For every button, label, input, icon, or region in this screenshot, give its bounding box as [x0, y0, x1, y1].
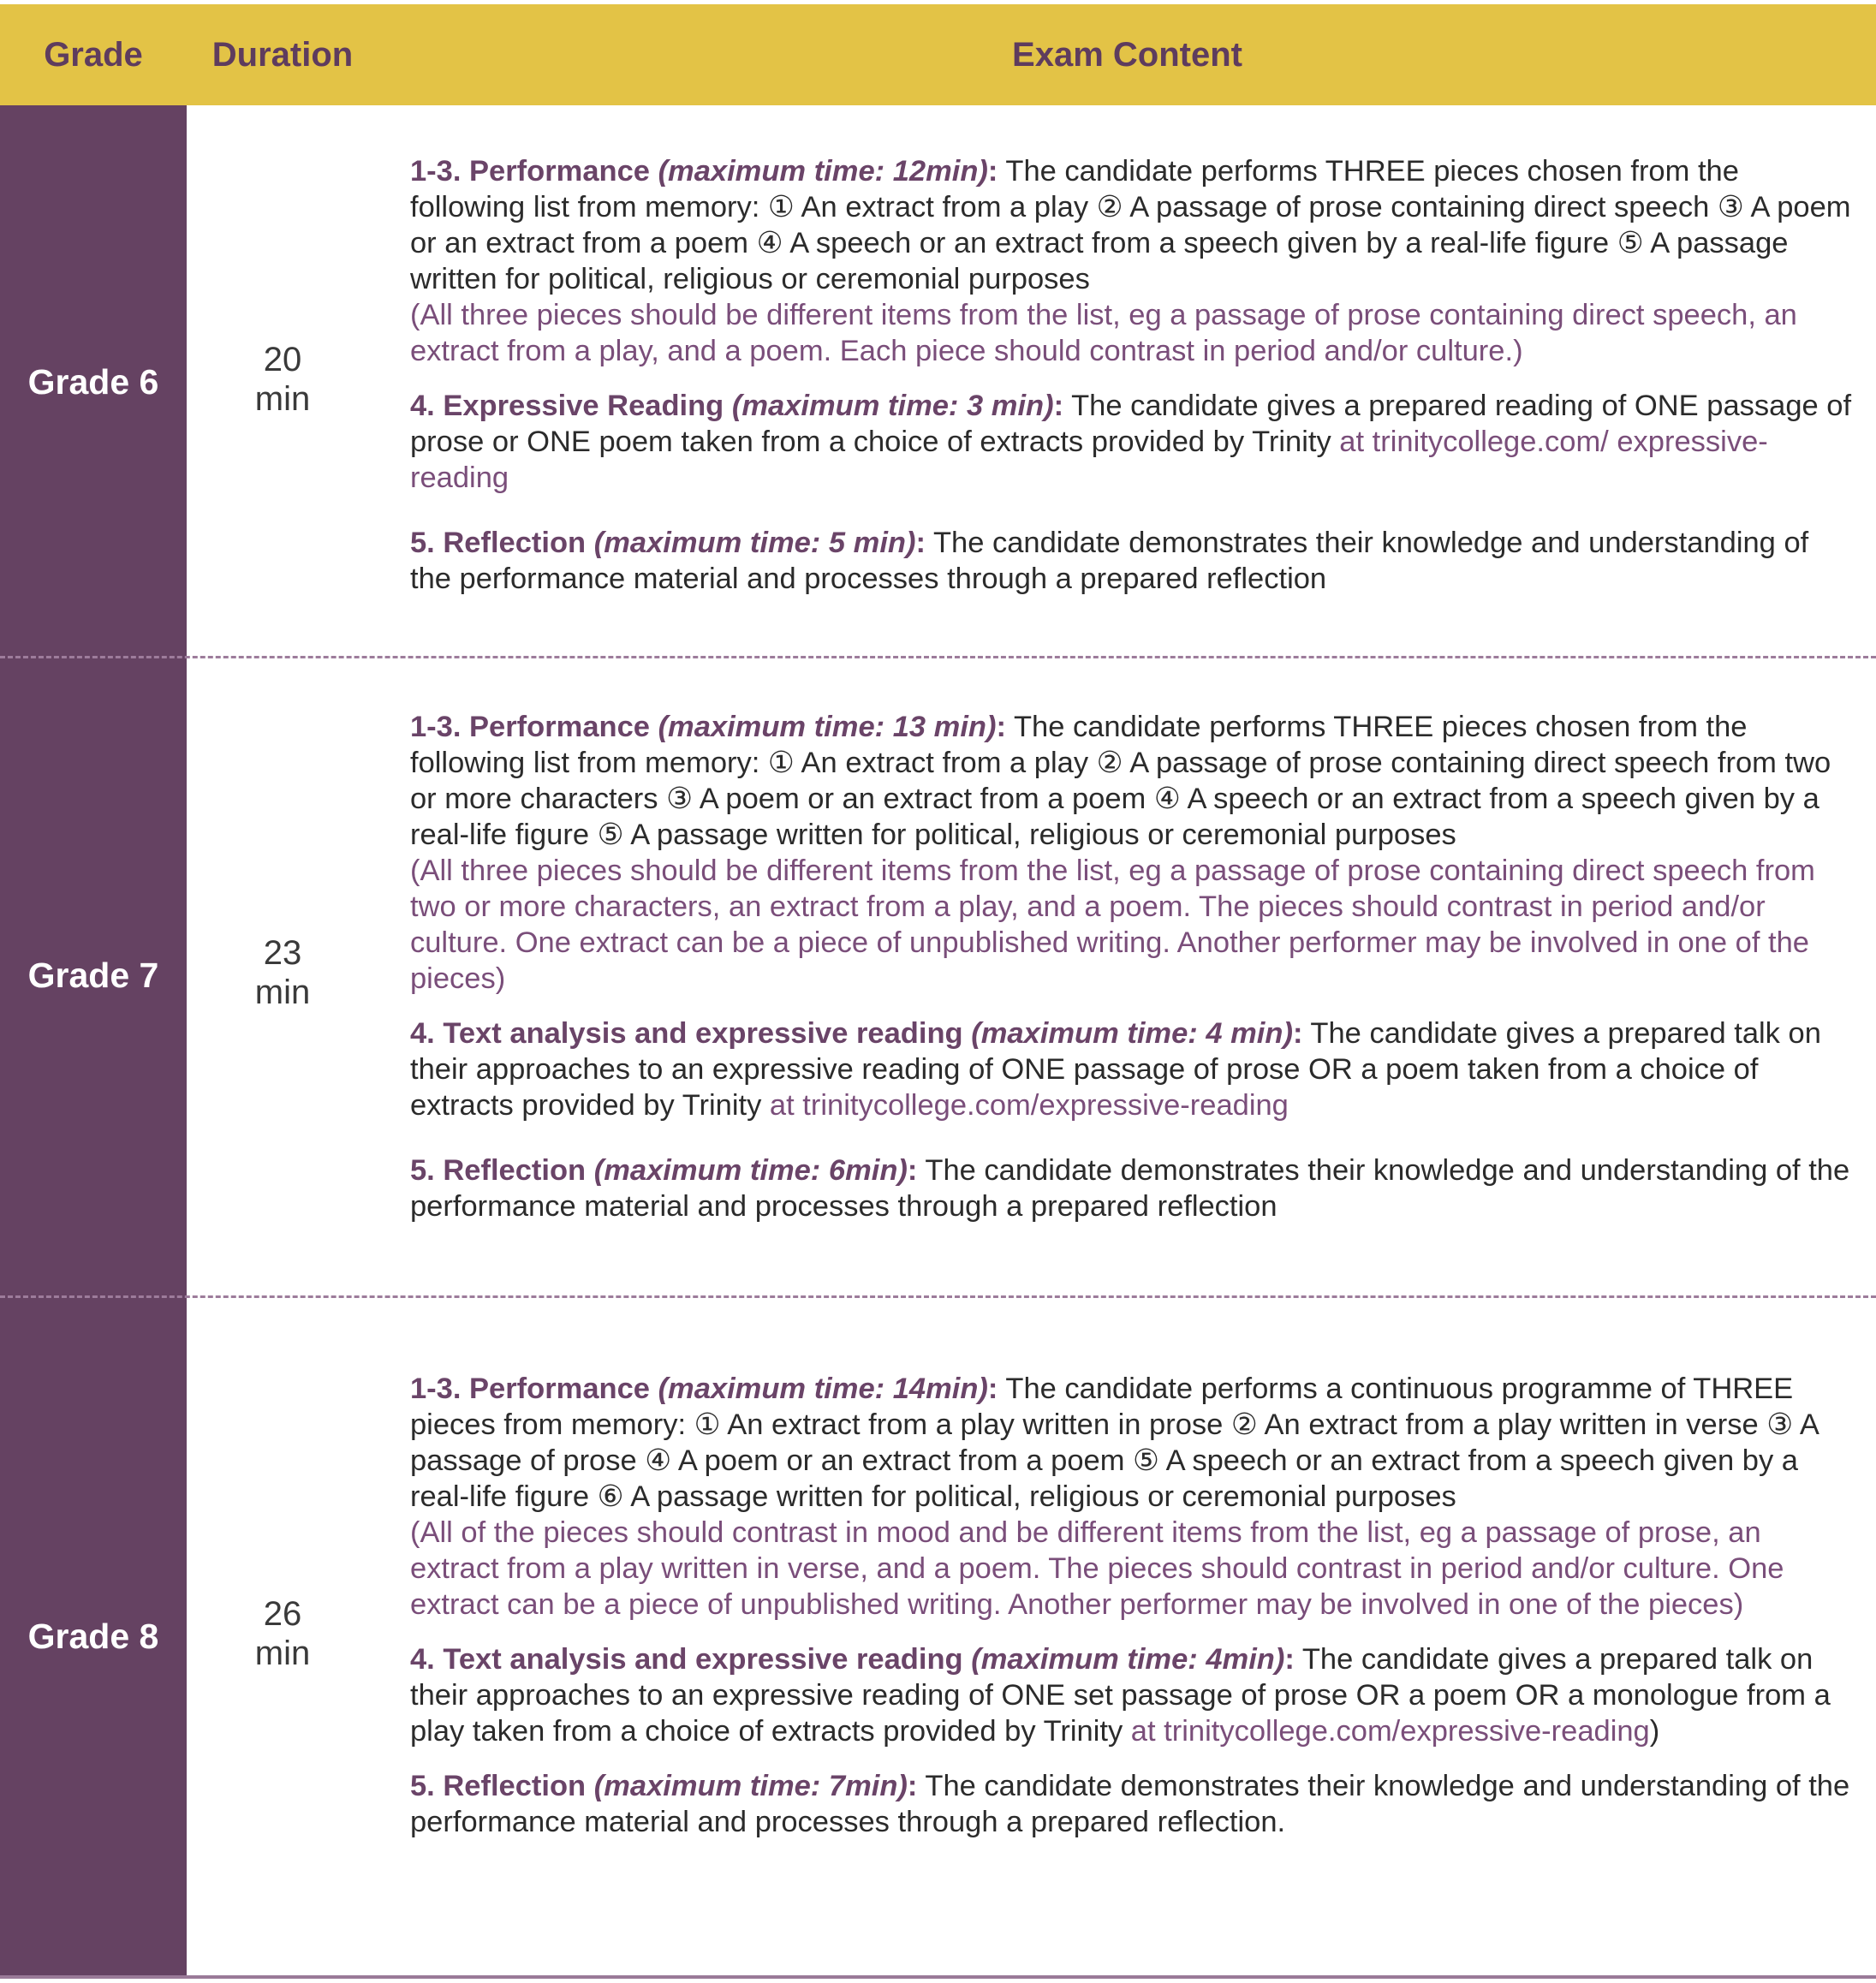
content-item [410, 1015, 1857, 1123]
item-label: 5. Reflection [410, 1154, 587, 1187]
item-time: (maximum time: 13 min) [658, 711, 997, 743]
duration-value: 26 [263, 1595, 302, 1633]
duration-value: 20 [263, 341, 302, 378]
item-colon: : [987, 155, 998, 188]
item-text: The candidate gives a prepared talk on their approaches to an expressive reading of ONE passage of prose OR a poem taken from a choice of extracts provided by Trinity [410, 1017, 1821, 1122]
item-colon: : [907, 1154, 918, 1187]
item-label: 5. Reflection [410, 527, 587, 559]
item-text: The candidate performs THREE pieces chosen from the following list from memory: ① An extract from a play ② A passage of prose containing direct speech from two or more characters ③ A poem or an extract from a poem ④ A speech or an extract from a speech given by a real-life figure ⑤ A passage written for political, religious or ceremonial purposes [410, 711, 1831, 851]
bottom-rule [0, 1975, 1876, 1979]
item-label: 4. Expressive Reading [410, 390, 724, 422]
item-time: (maximum time: 4 min) [971, 1017, 1293, 1050]
item-colon: : [915, 527, 926, 559]
item-colon: : [996, 711, 1006, 743]
item-time: (maximum time: 12min) [658, 155, 988, 188]
grade-label: Grade 8 [27, 1617, 159, 1656]
table-row [0, 658, 1876, 1295]
item-colon: : [1284, 1643, 1295, 1676]
duration-cell [187, 1594, 378, 1673]
item-tail: ) [1649, 1715, 1660, 1748]
content-item [410, 153, 1857, 369]
content-item [410, 709, 1857, 997]
header-exam-content: Exam Content [1012, 36, 1242, 74]
expressive-reading-link[interactable]: at trinitycollege.com/expressive-reading [761, 1089, 1289, 1122]
content-item [410, 388, 1857, 496]
item-text: The candidate performs THREE pieces chosen from the following list from memory: ① An extract from a play ② A passage of prose containing direct speech ③ A poem or an extract from a poem ④ A speech or an extract from a speech given by a real-life figure ⑤ A passage written for political, religious or ceremonial purposes [410, 155, 1851, 295]
table-row [0, 1297, 1876, 1975]
expressive-reading-link[interactable]: at trinitycollege.com/ expressive-reading [410, 426, 1768, 494]
item-text: The candidate demonstrates their knowledge and understanding of the performance material and processes through a prepared reflection [410, 1154, 1850, 1223]
exam-content-cell [410, 1371, 1857, 1840]
item-label: 1-3. Performance [410, 711, 650, 743]
item-time: (maximum time: 3 min) [731, 390, 1054, 422]
duration-value: 23 [263, 934, 302, 972]
item-time: (maximum time: 4min) [971, 1643, 1285, 1676]
item-text: The candidate gives a prepared reading of ONE passage of prose or ONE poem taken from a choice of extracts provided by Trinity [410, 390, 1852, 458]
expressive-reading-link[interactable]: at trinitycollege.com/expressive-reading [1123, 1715, 1650, 1748]
header-grade: Grade [44, 36, 143, 74]
header-duration: Duration [211, 36, 354, 74]
content-item [410, 525, 1857, 597]
item-colon: : [907, 1770, 918, 1802]
table-row [0, 105, 1876, 656]
grade-label: Grade 7 [27, 956, 159, 995]
item-colon: : [1292, 1017, 1303, 1050]
exam-content-cell [410, 153, 1857, 597]
exam-content-cell [410, 709, 1857, 1224]
content-item [410, 1371, 1857, 1623]
item-time: (maximum time: 6min) [593, 1154, 908, 1187]
item-note: (All three pieces should be different items from the list, eg a passage of prose containing direct speech, an extract from a play, and a poem. Each piece should contrast in period and/or culture.) [410, 299, 1797, 367]
content-item [410, 1152, 1857, 1224]
item-colon: : [987, 1373, 998, 1405]
item-text: The candidate demonstrates their knowledge and understanding of the performance material and processes through a prepared reflection. [410, 1770, 1850, 1838]
content-item [410, 1641, 1857, 1749]
grade-label: Grade 6 [27, 362, 159, 402]
table-header [0, 4, 1876, 105]
item-label: 1-3. Performance [410, 155, 650, 188]
item-colon: : [1053, 390, 1064, 422]
content-item [410, 1768, 1857, 1840]
item-time: (maximum time: 14min) [658, 1373, 988, 1405]
item-text: The candidate gives a prepared talk on their approaches to an expressive reading of ONE set passage of prose OR a poem OR a monologue from a play taken from a choice of extracts provided by Trinity [410, 1643, 1831, 1748]
duration-unit: min [254, 974, 311, 1011]
duration-unit: min [254, 380, 311, 418]
duration-cell [187, 340, 378, 419]
item-label: 5. Reflection [410, 1770, 587, 1802]
item-note: (All three pieces should be different items from the list, eg a passage of prose containing direct speech from two or more characters, an extract from a play, and a poem. The pieces should contrast in period and/or culture. One extract can be a piece of unpublished writing. Another performer may be involved in one of the pieces) [410, 855, 1815, 995]
item-label: 4. Text analysis and expressive reading [410, 1643, 963, 1676]
item-note: (All of the pieces should contrast in mood and be different items from the list, eg a passage of prose, an extract from a play written in verse, and a poem. The pieces should contrast in period and/or culture. One extract can be a piece of unpublished writing. Another performer may be involved in one of the pieces) [410, 1516, 1784, 1621]
item-text: The candidate demonstrates their knowledge and understanding of the performance material and processes through a prepared reflection [410, 527, 1809, 595]
item-label: 1-3. Performance [410, 1373, 650, 1405]
item-label: 4. Text analysis and expressive reading [410, 1017, 963, 1050]
item-time: (maximum time: 7min) [593, 1770, 908, 1802]
item-time: (maximum time: 5 min) [593, 527, 916, 559]
duration-cell [187, 933, 378, 1012]
duration-unit: min [254, 1635, 311, 1672]
item-text: The candidate performs a continuous programme of THREE pieces from memory: ① An extract from a play written in prose ② An extract from a play written in verse ③ A passage of prose ④ A poem or an extract from a poem ⑤ A speech or an extract from a speech given by a real-life figure ⑥ A passage written for political, religious or ceremonial purposes [410, 1373, 1818, 1513]
